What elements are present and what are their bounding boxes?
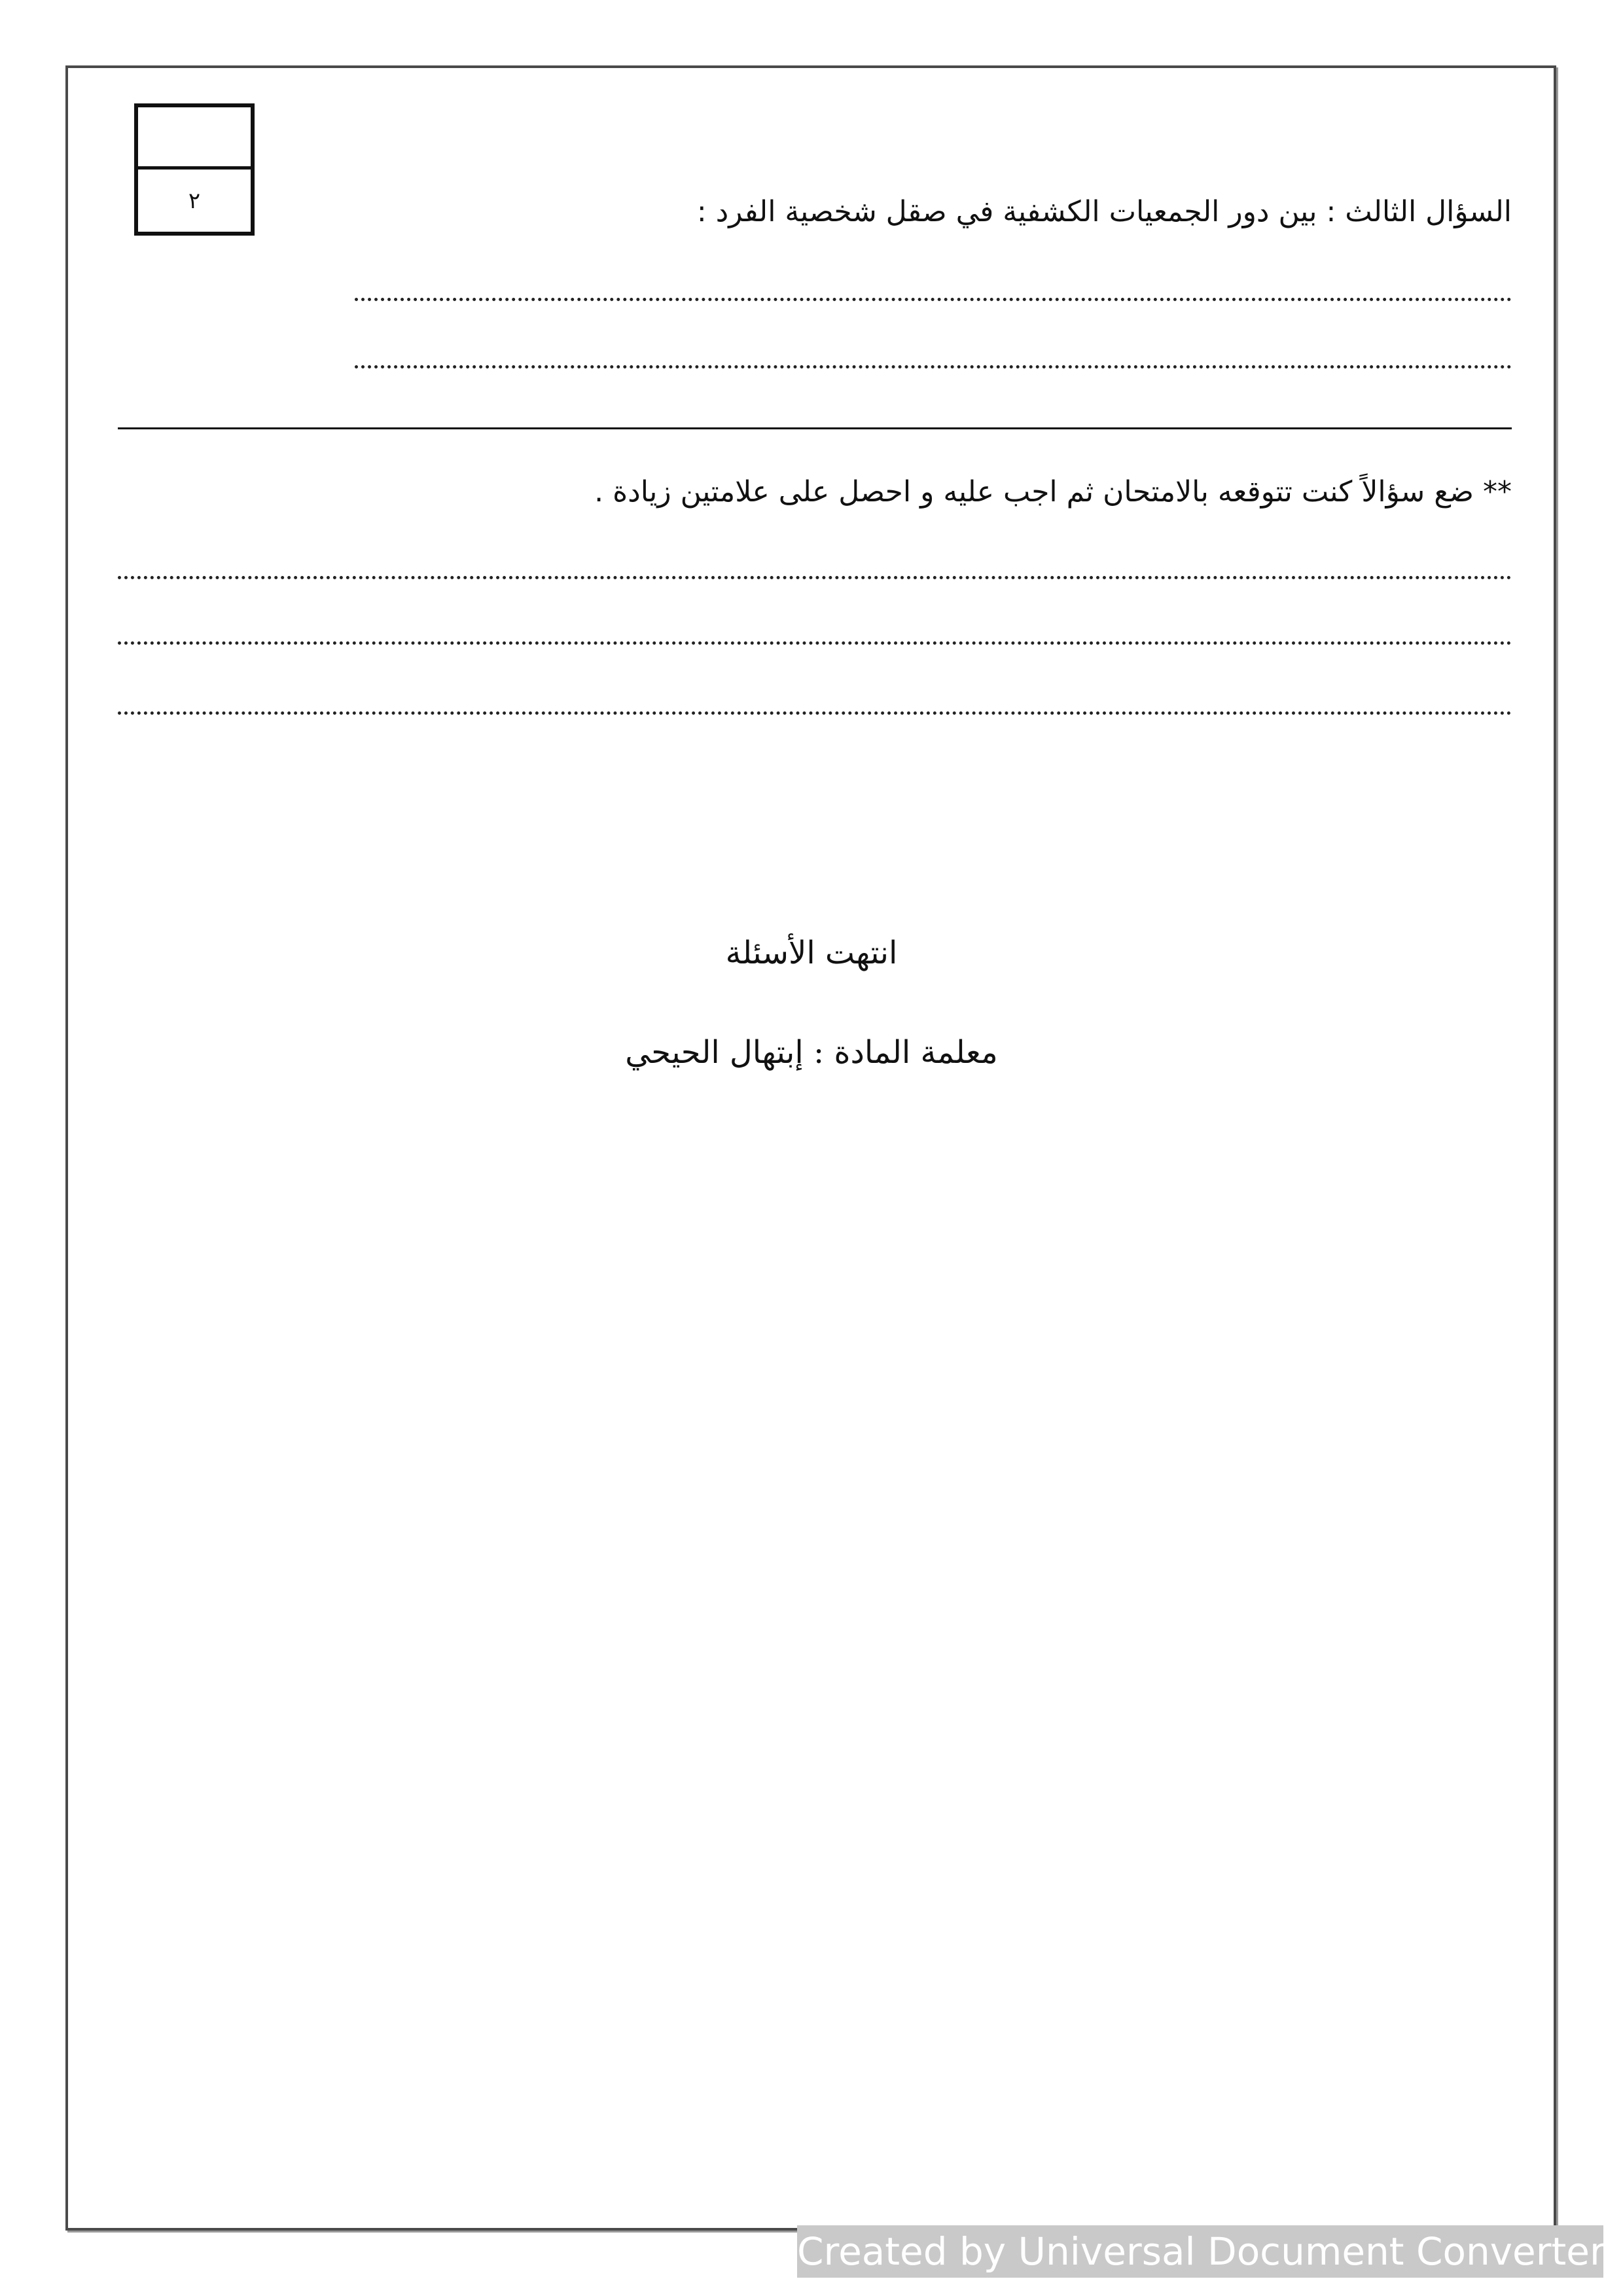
score-box	[134, 103, 255, 236]
section-divider	[118, 427, 1512, 429]
score-value: ٢	[188, 187, 201, 214]
bonus-question-text: ** ضع سؤالاً كنت تتوقعه بالامتحان ثم اجب عليه و احصل على علامتين زيادة .	[594, 475, 1512, 509]
answer-line-q3-1	[355, 298, 1512, 301]
score-empty-cell	[138, 107, 251, 170]
question-three-text: السؤال الثالث : بين دور الجمعيات الكشفية في صقل شخصية الفرد :	[696, 195, 1512, 228]
watermark-banner: Created by Universal Document Converter	[797, 2225, 1603, 2278]
end-of-questions-text: انتهت الأسئلة	[725, 935, 898, 971]
answer-line-bonus-2	[118, 641, 1512, 645]
answer-line-bonus-3	[118, 711, 1512, 715]
answer-line-q3-2	[355, 365, 1512, 368]
page-frame	[65, 65, 1556, 2231]
teacher-name-text: معلمة المادة : إبتهال الحيحي	[625, 1034, 998, 1071]
answer-line-bonus-1	[118, 576, 1512, 579]
